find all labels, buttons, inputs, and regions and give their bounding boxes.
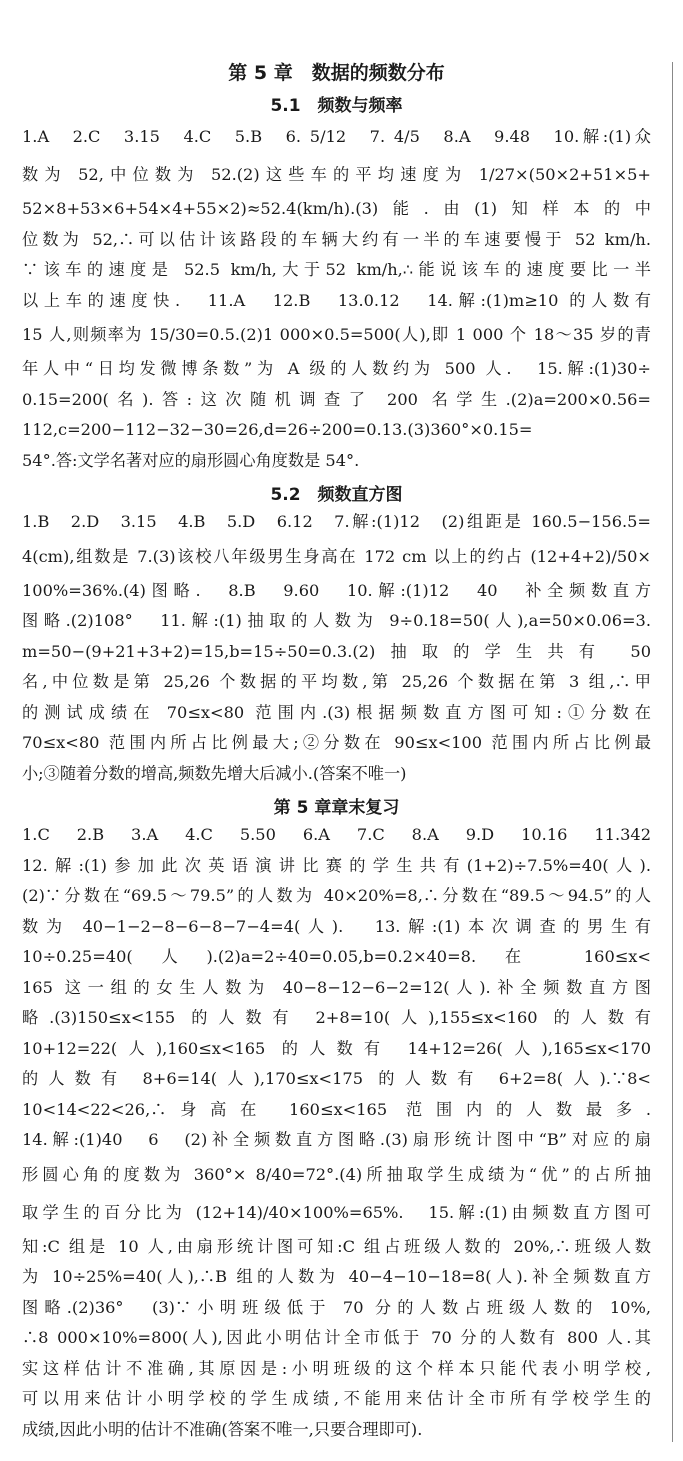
text-line: 小;③随着分数的增高,频数先增大后减小.(答案不唯一) [22, 763, 407, 783]
text-line: 数为 40−1−2−8−6−8−7−4=4(人). 13.解:(1)本次调查的男生有 [22, 916, 651, 936]
section-title: 5.2 频数直方图 [270, 485, 403, 505]
text-line: 数为 52,中位数为 52.(2)这些车的平均速度为 1/27×(50×2+51×5+ [22, 165, 651, 184]
text-line: 0.15=200(名).答:这次随机调查了 200 名学生.(2)a=200×0.56= [22, 389, 651, 409]
text-line: 为 10÷25%=40(人),∴B 组的人数为 40−4−10−18=8(人).补全频数直方 [22, 1267, 651, 1286]
text-line: 1.C 2.B 3.A 4.C 5.50 6.A 7.C 8.A 9.D 10.16 11.342 [22, 825, 651, 844]
section-title: 5.1 频数与频率 [270, 96, 403, 116]
text-line: 1.B 2.D 3.15 4.B 5.D 6.12 7.解:(1)12 (2)组距是 160.5−156.5= [22, 512, 651, 531]
text-line: 70≤x<80 范围内所占比例最大;②分数在 90≤x<100 范围内所占比例最 [22, 733, 651, 752]
page-edge-line [672, 62, 673, 1442]
text-line: 52×8+53×6+54×4+55×2)≈52.4(km/h).(3)能.由(1)知样本的中 [22, 199, 651, 218]
text-line: ∵该车的速度是 52.5 km/h,大于52 km/h,∴能说该车的速度要比一半 [22, 260, 651, 279]
text-line: 知:C 组是 10 人,由扇形统计图可知:C 组占班级人数的 20%,∴班级人数 [22, 1236, 651, 1256]
text-line: 14.解:(1)40 6 (2)补全频数直方图略.(3)扇形统计图中“B”对应的扇 [22, 1130, 651, 1149]
text-line: 略.(3)150≤x<155 的人数有 2+8=10(人),155≤x<160 的人数有 [22, 1008, 651, 1027]
text-line: 可以用来估计小明学校的学生成绩,不能用来估计全市所有学校学生的 [22, 1389, 651, 1408]
section-title: 第 5 章章末复习 [273, 798, 400, 818]
text-line: 年人中“日均发微博条数”为 A 级的人数约为 500 人. 15.解:(1)30÷ [22, 359, 651, 378]
text-line: 的测试成绩在 70≤x<80 范围内.(3)根据频数直方图可知:①分数在 [22, 702, 651, 722]
text-line: 54°.答:文学名著对应的扇形圆心角度数是 54°. [22, 450, 360, 470]
text-line: 名,中位数是第 25,26 个数据的平均数,第 25,26 个数据在第 3 组,∴甲 [22, 672, 651, 691]
text-line: 形圆心角的度数为 360°× 8/40=72°.(4)所抽取学生成绩为“优”的占所抽 [22, 1164, 651, 1184]
text-line: 112,c=200−112−32−30=26,d=26÷200=0.13.(3)360°×0.15= [22, 420, 533, 439]
text-line: 100%=36%.(4)图略. 8.B 9.60 10.解:(1)12 40 补全频数直方 [22, 580, 651, 600]
text-line: 实这样估计不准确,其原因是:小明班级的这个样本只能代表小明学校, [22, 1358, 651, 1378]
text-line: 的人数有 8+6=14(人),170≤x<175 的人数有 6+2=8(人).∵8< [22, 1069, 651, 1088]
section-5-1 [22, 91, 651, 476]
text-line: 取学生的百分比为 (12+14)/40×100%=65%. 15.解:(1)由频数直方图可 [22, 1202, 651, 1222]
text-line: 图略.(2)36° (3)∵小明班级低于 70 分的人数占班级人数的 10%, [22, 1297, 651, 1317]
section-5-2 [22, 480, 651, 789]
chapter-title: 第 5 章 数据的频数分布 [228, 62, 445, 84]
text-line: m=50−(9+21+3+2)=15,b=15÷50=0.3.(2)抽取的学生共有 50 [22, 641, 651, 661]
text-line: (2)∵分数在“69.5～79.5”的人数为 40×20%=8,∴分数在“89.5～94.5”的人 [22, 886, 651, 905]
text-line: 1.A 2.C 3.15 4.C 5.B 6. 5/12 7. 4/5 8.A 9.48 10.解:(1)众 [22, 127, 651, 146]
text-line: 10<14<22<26,∴身高在 160≤x<165 范围内的人数最多. [22, 1099, 651, 1119]
text-line: 4(cm),组数是 7.(3)该校八年级男生身高在 172 cm 以上的约占 (12+4+2)/50× [22, 546, 651, 566]
text-line: 位数为 52,∴可以估计该路段的车辆大约有一半的车速要慢于 52 km/h. [22, 229, 651, 249]
section-chapter-review [22, 793, 651, 1445]
text-line: 15 人,则频率为 15/30=0.5.(2)1 000×0.5=500(人),即 1 000 个 18～35 岁的青 [22, 325, 651, 344]
text-line: 12.解:(1)参加此次英语演讲比赛的学生共有(1+2)÷7.5%=40(人). [22, 855, 651, 875]
text-line: 10÷0.25=40(人).(2)a=2÷40=0.05,b=0.2×40=8.在 160≤x< [22, 947, 651, 966]
text-line: ∴8 000×10%=800(人),因此小明估计全市低于 70 分的人数有 800 人.其 [22, 1328, 651, 1347]
text-line: 成绩,因此小明的估计不准确(答案不唯一,只要合理即可). [22, 1419, 423, 1439]
text-line: 图略.(2)108° 11.解:(1)抽取的人数为 9÷0.18=50(人),a=50×0.06=3. [22, 611, 651, 630]
text-line: 165 这一组的女生人数为 40−8−12−6−2=12(人).补全频数直方图 [22, 977, 651, 997]
text-line: 10+12=22(人),160≤x<165 的人数有 14+12=26(人),165≤x<170 [22, 1038, 651, 1058]
text-line: 以上车的速度快. 11.A 12.B 13.0.12 14.解:(1)m≥10 的人数有 [22, 290, 651, 310]
